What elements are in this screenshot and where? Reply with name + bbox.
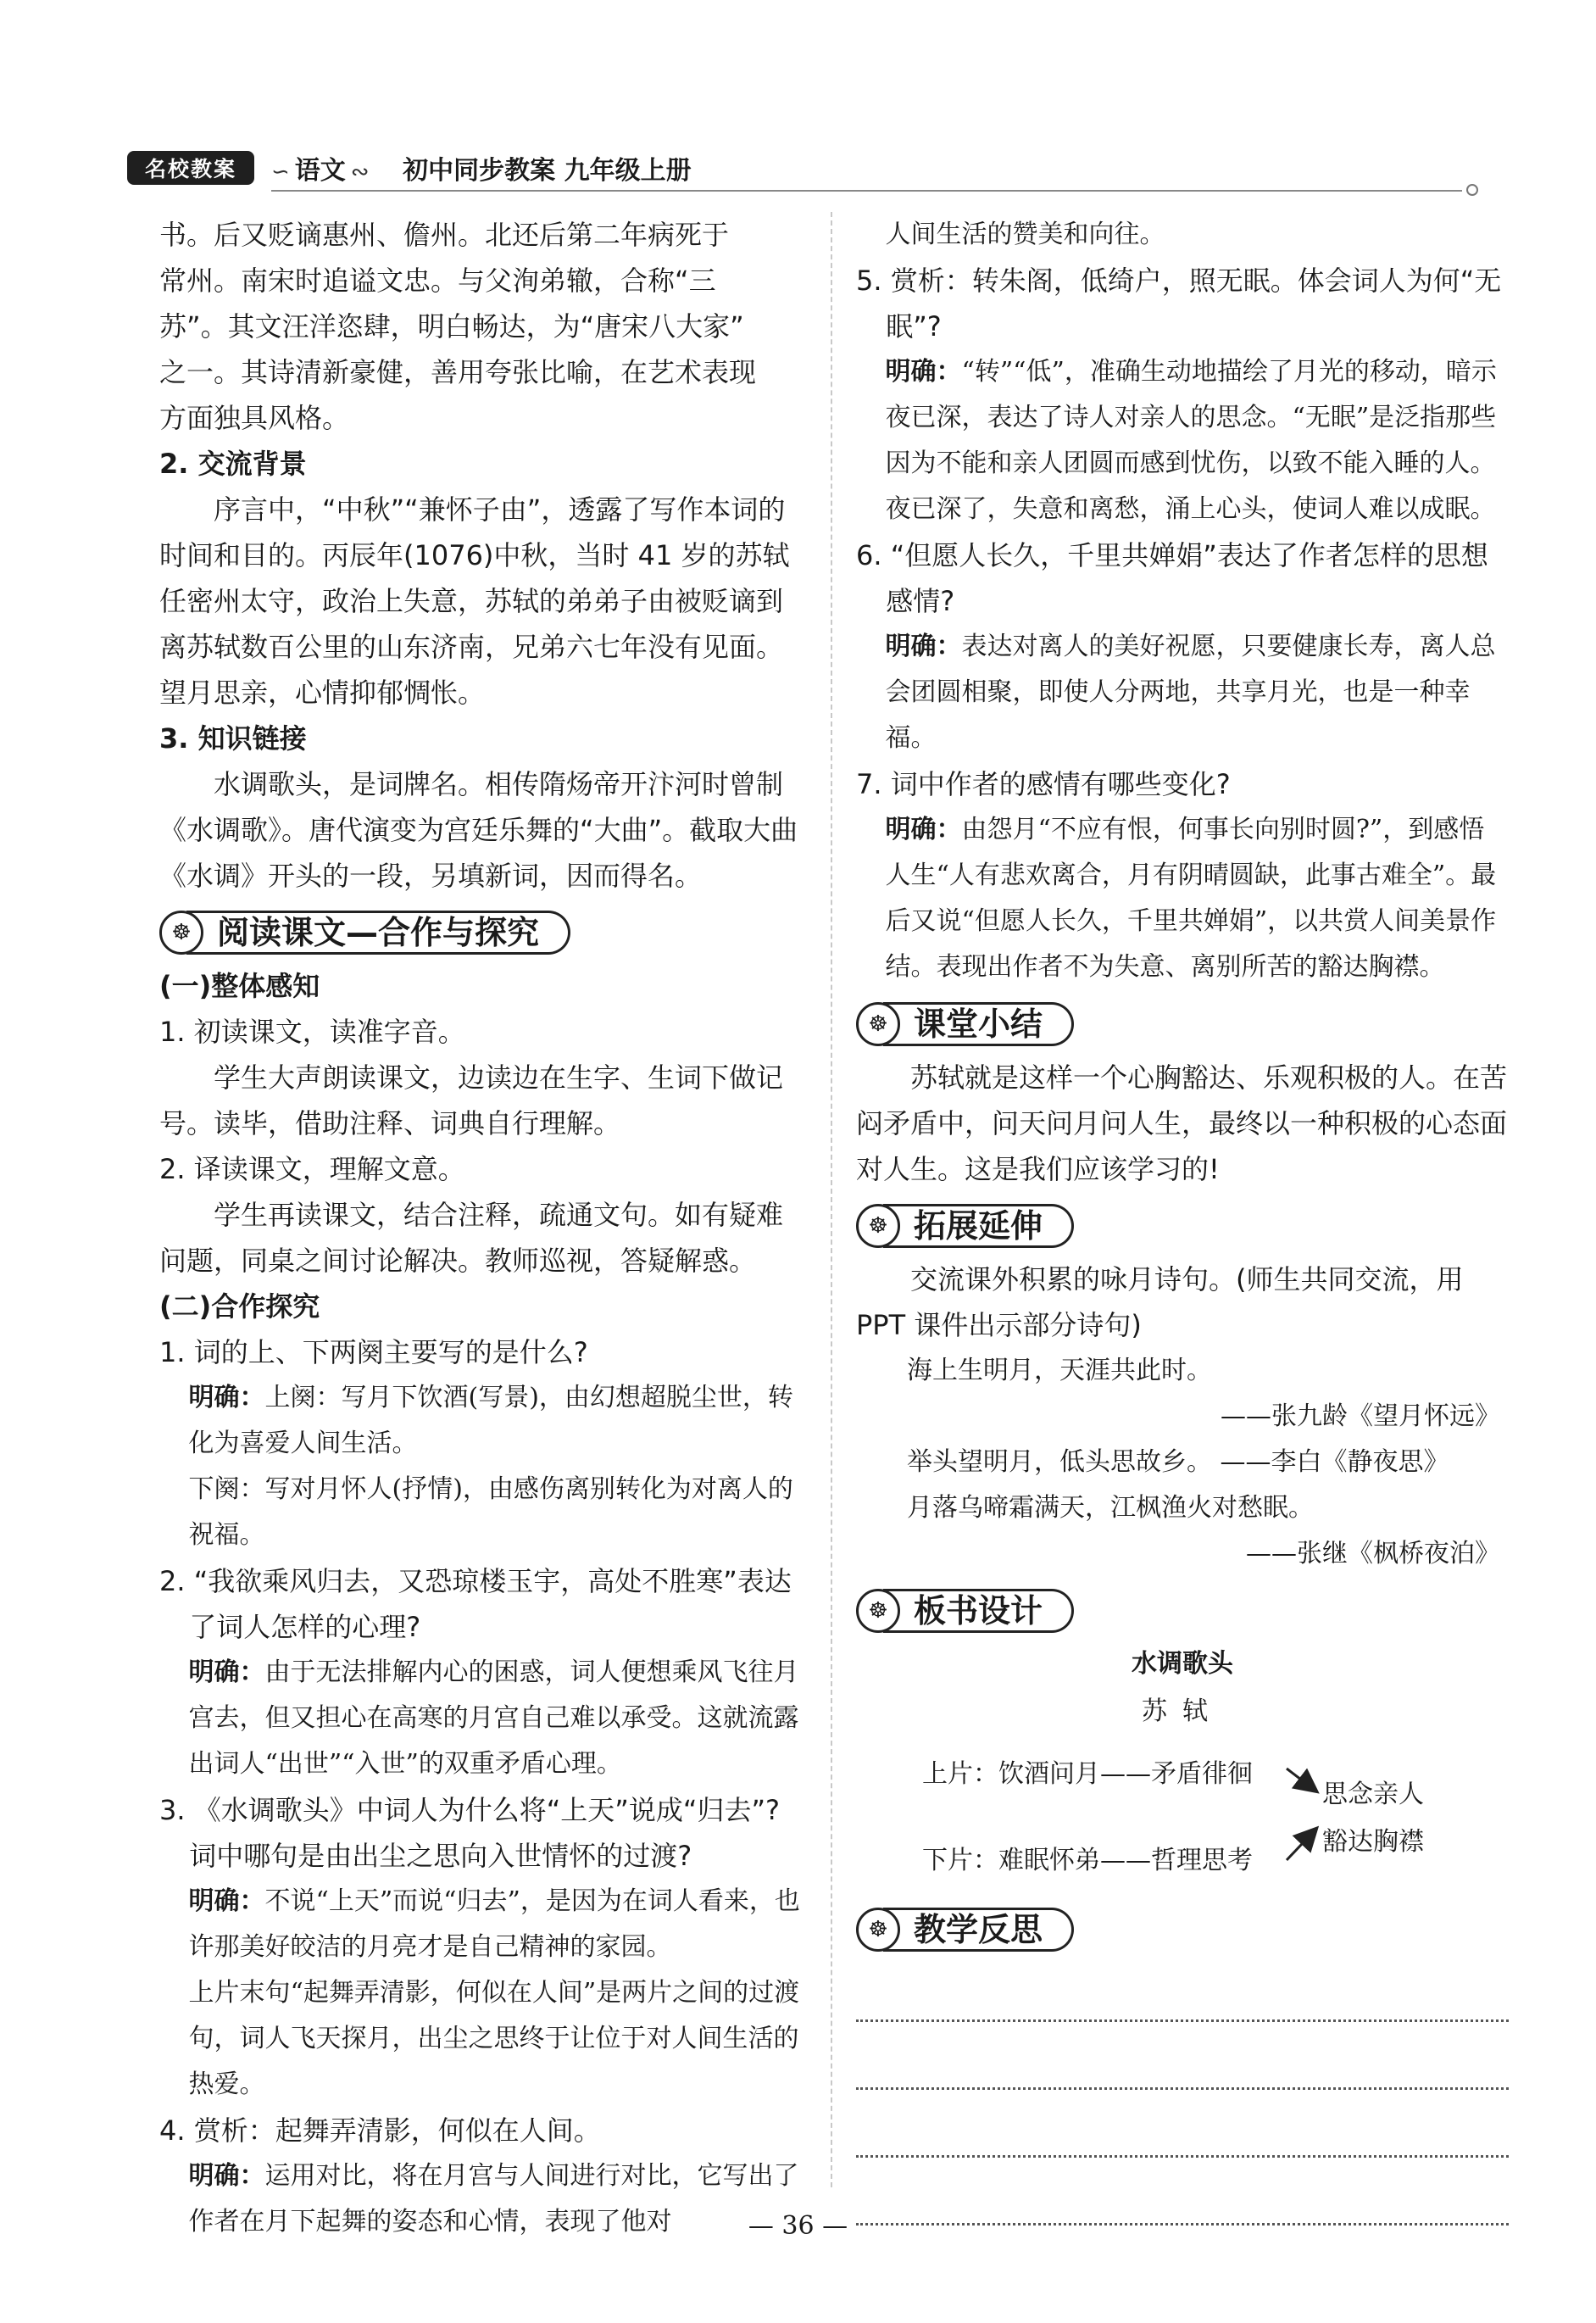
extend-text: 交流课外积累的咏月诗句。(师生共同交流，用 PPT 课件出示部分诗句) xyxy=(856,1263,1464,1341)
intro-line: 方面独具风格。 xyxy=(159,402,350,434)
answer xyxy=(856,807,1509,990)
header-book-title: 初中同步教案 九年级上册 xyxy=(403,156,692,186)
section-knowledge-text: 水调歌头，是词牌名。相传隋炀帝开汴河时曾制《水调歌》。唐代演变为宫廷乐舞的“大曲”。截取大曲《水调》开头的一段，另填新词，因而得名。 xyxy=(159,768,798,892)
reflection-line xyxy=(856,2155,1509,2158)
left-column xyxy=(159,212,804,2245)
answer-label: 明确： xyxy=(885,632,962,661)
answer-label: 明确： xyxy=(885,815,962,844)
banner-extend xyxy=(856,1199,1509,1253)
reflection-line xyxy=(856,2087,1509,2090)
board-result-longing: 思念亲人 xyxy=(1322,1780,1424,1809)
intro-line: 之一。其诗清新豪健，善用夸张比喻，在艺术表现 xyxy=(159,356,757,388)
reflection-lines xyxy=(856,1960,1509,2240)
question: 1. 初读课文，读准字音。 xyxy=(159,1016,465,1048)
answer-label: 明确： xyxy=(885,357,962,387)
banner-emblem-icon: ☸ xyxy=(856,1589,900,1633)
right-column xyxy=(856,212,1509,2240)
swirl-left-icon: ∽ xyxy=(271,159,290,185)
part-cooperate-title: (二)合作探究 xyxy=(159,1290,320,1323)
answer xyxy=(159,1375,804,1467)
header-subject: 语文 xyxy=(294,156,346,186)
question: 2. 译读课文，理解文意。 xyxy=(159,1153,465,1185)
question: 2. “我欲乘风归去，又恐琼楼玉宇，高处不胜寒”表达了词人怎样的心理? xyxy=(159,1565,792,1643)
board-design xyxy=(856,1641,1509,1896)
answer-text: 上片末句“起舞弄清影，何似在人间”是两片之间的过渡句，词人飞天探月，出尘之思终于让位于对人间生活的热爱。 xyxy=(188,1978,800,2099)
banner-emblem-icon: ☸ xyxy=(159,911,203,955)
poem-source: ——张继《枫桥夜泊》 xyxy=(1246,1539,1500,1568)
answer-text: 由怨月“不应有恨，何事长向别时圆?”，到感悟人生“人有悲欢离合，月有阴晴圆缺，此事古难全”。最后又说“但愿人长久，千里共婵娟”，以共赏人间美景作结。表现出作者不为失意、离别所苦的豁达胸襟。 xyxy=(885,815,1497,982)
paragraph: 学生再读课文，结合注释，疏通文句。如有疑难问题，同桌之间讨论解决。教师巡视，答疑解惑。 xyxy=(159,1199,784,1277)
banner-label: 阅读课文—合作与探究 xyxy=(186,911,570,955)
answer-text: 上阕：写月下饮酒(写景)，由幻想超脱尘世，转化为喜爱人间生活。 xyxy=(188,1383,793,1458)
poem-line: 月落乌啼霜满天，江枫渔火对愁眠。 xyxy=(907,1493,1314,1523)
part-overall-title: (一)整体感知 xyxy=(159,970,320,1002)
answer xyxy=(856,349,1509,487)
question: 4. 赏析：起舞弄清影，何似在人间。 xyxy=(159,2114,601,2147)
swirl-right-icon: ∾ xyxy=(350,159,370,185)
answer-text: 由于无法排解内心的困惑，词人便想乘风飞往月宫去，但又担心在高寒的月宫自己难以承受。这就流露出词人“出世”“入世”的双重矛盾心理。 xyxy=(188,1657,799,1779)
answer-text: 夜已深了，失意和离愁，涌上心头，使词人难以成眠。 xyxy=(885,494,1496,524)
answer-label: 明确： xyxy=(188,2161,265,2191)
answer-label: 明确： xyxy=(188,1657,265,1687)
banner-board xyxy=(856,1584,1509,1638)
intro-line: 苏”。其文汪洋恣肆，明白畅达，为“唐宋八大家” xyxy=(159,310,744,343)
answer xyxy=(159,1879,804,1970)
intro-line: 书。后又贬谪惠州、儋州。北还后第二年病死于 xyxy=(159,219,730,251)
header-text xyxy=(271,149,692,187)
question: 1. 词的上、下两阕主要写的是什么? xyxy=(159,1336,588,1368)
header-rule-end-icon xyxy=(1466,184,1478,196)
page-number: — 36 — xyxy=(748,2211,848,2241)
answer-text: 运用对比，将在月宫与人间进行对比，它写出了作者在月下起舞的姿态和心情，表现了他对 xyxy=(188,2161,799,2237)
banner-label: 教学反思 xyxy=(883,1908,1074,1952)
board-title: 水调歌头 xyxy=(1132,1649,1233,1679)
banner-label: 拓展延伸 xyxy=(883,1204,1074,1248)
poem-line: 海上生明月，天涯共此时。 xyxy=(907,1356,1212,1385)
banner-summary xyxy=(856,997,1509,1051)
section-background-title: 2. 交流背景 xyxy=(159,448,307,480)
question: 6. “但愿人长久，千里共婵娟”表达了作者怎样的思想感情? xyxy=(856,539,1488,617)
summary-text: 苏轼就是这样一个心胸豁达、乐观积极的人。在苦闷矛盾中，问天问月问人生，最终以一种积极的心态面对人生。这是我们应该学习的! xyxy=(856,1061,1508,1185)
banner-read-explore xyxy=(159,905,804,960)
question: 3. 《水调歌头》中词人为什么将“上天”说成“归去”? 词中哪句是由出尘之思向入世情怀的过渡? xyxy=(159,1794,781,1872)
answer-continued: 人间生活的赞美和向往。 xyxy=(885,220,1165,249)
answer xyxy=(159,1650,804,1787)
intro-line: 常州。南宋时追谥文忠。与父洵弟辙，合称“三 xyxy=(159,265,716,297)
answer-text: 下阕：写对月怀人(抒情)，由感伤离别转化为对离人的祝福。 xyxy=(188,1474,793,1550)
answer-label: 明确： xyxy=(188,1383,265,1412)
banner-emblem-icon: ☸ xyxy=(856,1002,900,1046)
board-result-openness: 豁达胸襟 xyxy=(1322,1827,1424,1857)
board-arrows-icon xyxy=(856,1641,1509,1896)
banner-reflect xyxy=(856,1902,1509,1957)
header-rule xyxy=(271,190,1462,192)
answer-text: 表达对离人的美好祝愿，只要健康长寿，离人总会团圆相聚，即使人分两地，共享月光，也是一种幸福。 xyxy=(885,632,1496,753)
answer-text: “转”“低”，准确生动地描绘了月光的移动，暗示夜已深，表达了诗人对亲人的思念。“无眠”是泛指那些因为不能和亲人团圆而感到忧伤，以致不能入睡的人。 xyxy=(885,357,1497,478)
series-logo: 名校教案 xyxy=(127,151,254,185)
banner-label: 课堂小结 xyxy=(883,1002,1074,1046)
board-row-upper: 上片：饮酒问月——矛盾徘徊 xyxy=(922,1759,1253,1789)
answer-text: 不说“上天”而说“归去”，是因为在词人看来，也许那美好皎洁的月亮才是自己精神的家园。 xyxy=(188,1886,800,1962)
answer xyxy=(856,624,1509,761)
answer-label: 明确： xyxy=(188,1886,265,1916)
banner-label: 板书设计 xyxy=(883,1589,1074,1633)
section-background-text: 序言中，“中秋”“兼怀子由”，透露了写作本词的时间和目的。丙辰年(1076)中秋，当时 41 岁的苏轼任密州太守，政治上失意，苏轼的弟弟子由被贬谪到离苏轼数百公里的山东济南，兄弟六七年没有见面。望月思亲，心情抑郁惆怅。 xyxy=(159,493,790,709)
paragraph: 学生大声朗读课文，边读边在生字、生词下做记号。读毕，借助注释、词典自行理解。 xyxy=(159,1061,784,1139)
board-row-lower: 下片：难眠怀弟——哲理思考 xyxy=(922,1846,1253,1875)
question: 5. 赏析：转朱阁，低绮户，照无眠。体会词人为何“无眠”? xyxy=(856,265,1502,343)
poem-line: 举头望明月，低头思故乡。 ——李白《静夜思》 xyxy=(907,1447,1449,1477)
board-author: 苏轼 xyxy=(1142,1696,1223,1726)
question: 7. 词中作者的感情有哪些变化? xyxy=(856,768,1231,800)
banner-emblem-icon: ☸ xyxy=(856,1908,900,1952)
column-divider xyxy=(831,212,832,2187)
poem-source: ——张九龄《望月怀远》 xyxy=(1221,1401,1500,1431)
section-knowledge-title: 3. 知识链接 xyxy=(159,722,307,755)
banner-emblem-icon: ☸ xyxy=(856,1204,900,1248)
reflection-line xyxy=(856,2019,1509,2022)
page-header xyxy=(127,146,1483,195)
